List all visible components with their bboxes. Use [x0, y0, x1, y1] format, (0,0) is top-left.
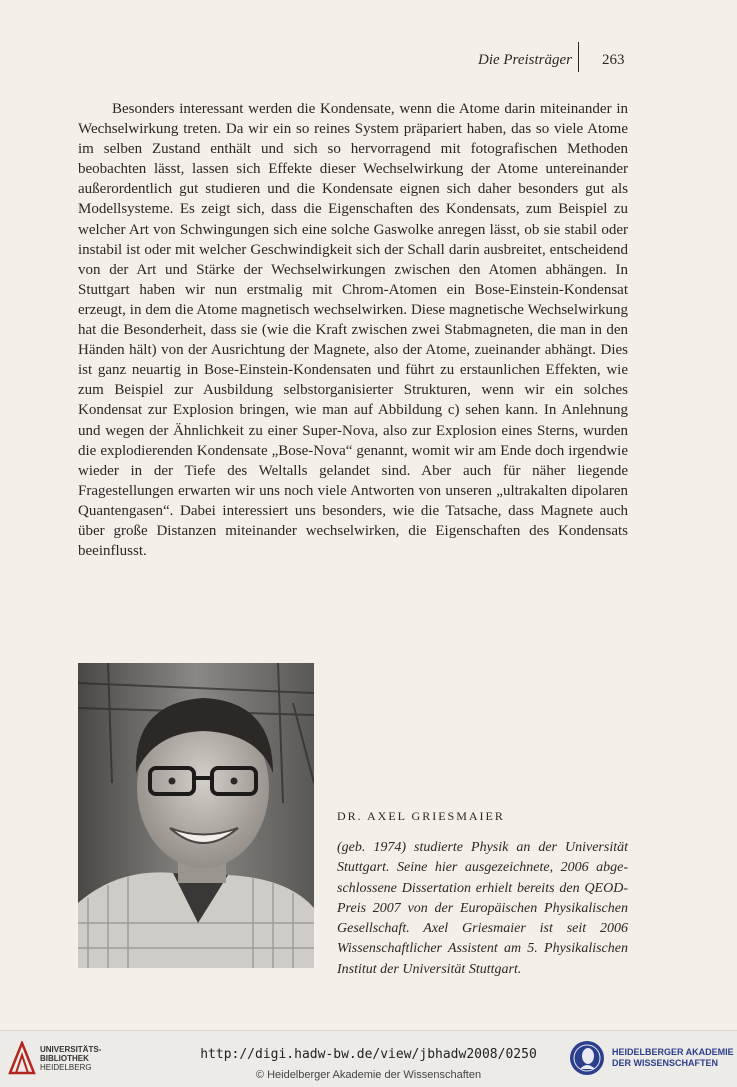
academy-seal-icon	[568, 1039, 606, 1077]
caption-person-name: DR. AXEL GRIESMAIER	[337, 809, 505, 823]
page-header	[0, 50, 737, 74]
page-number: 263	[602, 52, 625, 68]
academy-name-line1: HEIDELBERGER AKADEMIE	[612, 1047, 734, 1057]
photo-caption	[337, 809, 628, 980]
caption-biography: (geb. 1974) studierte Physik an der Universität Stuttgart. Seine hier ausgezeichnete, 2006 abgeschlossene Dissertation erhielt bereits den QEOD-Preis 2007 von der Europäischen Physikalischen Gesellschaft. Axel Griesmaier ist seit 2006 Wissenschaftlicher Assistent am 5. Physikalischen Institut der Universität Stuttgart.	[337, 840, 628, 977]
header-divider	[578, 42, 579, 72]
library-name-line1: UNIVERSITÄTS-	[40, 1045, 102, 1054]
portrait-photo	[78, 663, 314, 968]
body-paragraph: Besonders interessant werden die Kondensate, wenn die Atome darin miteinander in Wechselwirkung treten. Da wir ein so reines System präpariert haben, das so viele Atome im selben Zustand enthält und sich so hervorragend mit fotografischen Methoden beobachten lässt, lassen sich Effekte dieser Wechselwirkung der Atome untereinander außerordentlich gut studieren und die Kondensate eignen sich daher besonders gut als Modellsysteme. Es zeigt sich, dass die Eigenschaften des Kondensats, zum Beispiel zu welcher Art von Schwingungen sich eine solche Gaswolke anregen lässt, ob sie stabil oder instabil ist oder mit welcher Geschwindigkeit sich der Schall darin ausbreitet, entscheidend von der Art und Stärke der Wechselwirkungen zwischen den Atomen abhängen. In Stuttgart haben wir nun erstmalig mit Chrom-Atomen ein Bose-Einstein-Kondensat erzeugt, in dem die Atome magnetisch wechselwirken. Diese magnetische Wechselwirkung hat die Besonderheit, dass sie (wie die Kraft zwischen zwei Stabmagneten, die man in den Händen hält) von der Ausrichtung der Magnete, also der Atome, zueinander abhängt. Dies ist ganz neuartig in Bose-Einstein-Kondensaten und führt zu erstaunlichen Effekten, wie zum Beispiel zur Ausbildung selbstorganisierter Strukturen, wenn wir ein solches Kondensat zur Explosion bringen, wie man auf Abbildung c) sehen kann. In Anlehnung und wegen der Ähnlichkeit zu einer Super-Nova, also zur Explosion eines Sterns, wurden die explodierenden Kondensate „Bose-Nova“ genannt, womit wir am Ende doch irgendwie wieder in der Tiefe des Weltalls gelandet sind. Aber auch für näher liegende Fragestellungen erwarten wir uns noch viele Antworten von unseren „ultrakalten dipolaren Quantengasen“. Dabei interessiert uns besonders, wie die Tatsache, dass Magnete auch über große Distanzen miteinander wechselwirken, die Eigenschaften des Kondensats beeinflusst.	[78, 101, 628, 560]
running-title: Die Preisträger	[477, 52, 572, 68]
academy-name	[612, 1047, 734, 1069]
academy-name-line2: DER WISSENSCHAFTEN	[612, 1058, 719, 1068]
portrait-image	[78, 663, 314, 968]
library-name-line3: HEIDELBERG	[40, 1063, 92, 1072]
viewer-footer	[0, 1030, 737, 1087]
copyright-notice: © Heidelberger Akademie der Wissenschaften	[255, 1069, 482, 1081]
permalink-url[interactable]: http://digi.hadw-bw.de/view/jbhadw2008/0250	[200, 1047, 537, 1062]
library-name-line2: BIBLIOTHEK	[40, 1054, 89, 1063]
